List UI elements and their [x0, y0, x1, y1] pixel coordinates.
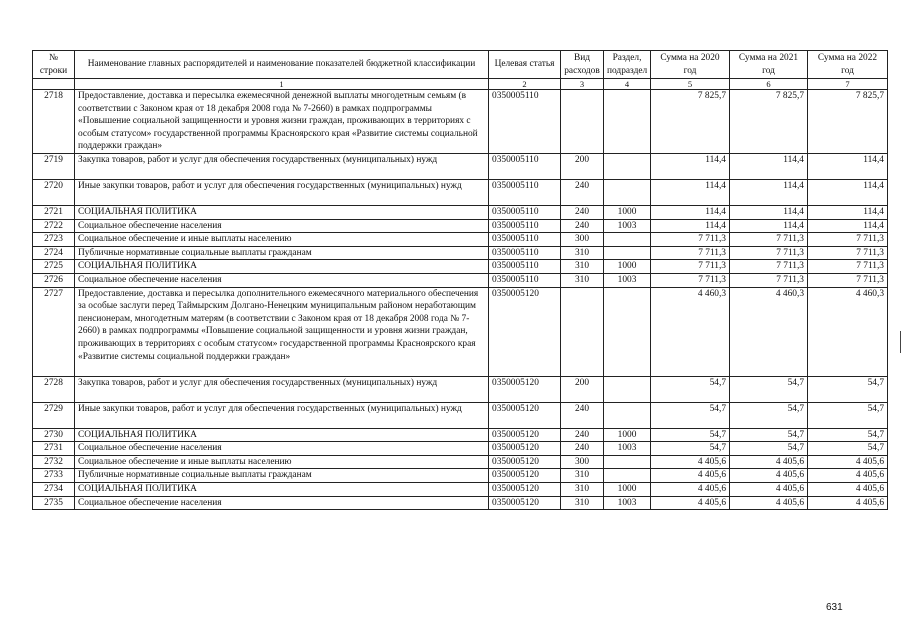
row-section: 1003 — [604, 496, 651, 510]
row-sum-2021: 4 405,6 — [730, 455, 808, 469]
table-row — [33, 482, 888, 496]
row-name: Закупка товаров, работ и услуг для обеспечения государственных (муниципальных) нужд — [75, 153, 489, 179]
table-row — [33, 442, 888, 456]
row-sum-2020: 7 711,3 — [651, 273, 730, 287]
row-expense-type — [561, 90, 604, 154]
row-sum-2021: 7 711,3 — [730, 233, 808, 247]
header-razdel: Раздел, подраздел — [604, 51, 651, 79]
row-sum-2022: 114,4 — [808, 153, 888, 179]
row-target-article: 0350005110 — [489, 246, 561, 260]
row-expense-type: 300 — [561, 455, 604, 469]
header-target: Целевая статья — [489, 51, 561, 79]
row-sum-2020: 54,7 — [651, 442, 730, 456]
row-sum-2021: 114,4 — [730, 205, 808, 219]
row-number: 2720 — [33, 179, 75, 205]
row-sum-2020: 114,4 — [651, 179, 730, 205]
row-sum-2021: 7 711,3 — [730, 260, 808, 274]
row-sum-2021: 54,7 — [730, 376, 808, 402]
row-name: СОЦИАЛЬНАЯ ПОЛИТИКА — [75, 205, 489, 219]
row-expense-type: 240 — [561, 205, 604, 219]
row-sum-2022: 114,4 — [808, 179, 888, 205]
row-sum-2021: 4 405,6 — [730, 469, 808, 483]
row-sum-2022: 4 405,6 — [808, 469, 888, 483]
row-sum-2020: 114,4 — [651, 219, 730, 233]
table-header-row — [33, 51, 888, 79]
column-number: 2 — [489, 79, 561, 90]
row-name: Публичные нормативные социальные выплаты гражданам — [75, 469, 489, 483]
column-number: 4 — [604, 79, 651, 90]
row-target-article: 0350005110 — [489, 205, 561, 219]
header-vid: Вид расходов — [561, 51, 604, 79]
row-name: Предоставление, доставка и пересылка дополнительного ежемесячного материального обеспечения за особые заслуги перед Таймырским Долгано-Ненецким муниципальным районом неработающим пенсионерам, многодетным матерям (в соответствии с Законом края от 18 декабря 2008 года № 7-2660) в рамках подпрограммы «Повышение социальной защищенности и уровня жизни граждан, проживающих в территориях с особым статусом» государственной программы Красноярского края «Развитие системы социальной поддержки граждан» — [75, 287, 489, 376]
page-number: 631 — [826, 602, 843, 613]
row-sum-2022: 114,4 — [808, 205, 888, 219]
row-number: 2719 — [33, 153, 75, 179]
row-sum-2021: 114,4 — [730, 179, 808, 205]
row-sum-2020: 7 711,3 — [651, 233, 730, 247]
header-num: № строки — [33, 51, 75, 79]
row-number: 2718 — [33, 90, 75, 154]
row-number: 2730 — [33, 428, 75, 442]
row-section — [604, 455, 651, 469]
row-sum-2022: 4 405,6 — [808, 482, 888, 496]
table-row — [33, 219, 888, 233]
row-sum-2020: 4 405,6 — [651, 469, 730, 483]
row-section — [604, 287, 651, 376]
row-sum-2020: 114,4 — [651, 153, 730, 179]
column-number: 1 — [75, 79, 489, 90]
row-section — [604, 402, 651, 428]
table-row — [33, 455, 888, 469]
row-target-article: 0350005110 — [489, 273, 561, 287]
table-row — [33, 376, 888, 402]
row-name: СОЦИАЛЬНАЯ ПОЛИТИКА — [75, 260, 489, 274]
row-expense-type: 240 — [561, 219, 604, 233]
row-sum-2022: 4 405,6 — [808, 455, 888, 469]
table-row — [33, 246, 888, 260]
row-target-article: 0350005120 — [489, 496, 561, 510]
row-expense-type — [561, 287, 604, 376]
row-number: 2721 — [33, 205, 75, 219]
row-sum-2020: 7 825,7 — [651, 90, 730, 154]
margin-mark — [900, 331, 901, 353]
row-sum-2022: 7 711,3 — [808, 260, 888, 274]
row-number: 2726 — [33, 273, 75, 287]
row-sum-2021: 114,4 — [730, 153, 808, 179]
row-sum-2020: 7 711,3 — [651, 260, 730, 274]
row-expense-type: 300 — [561, 233, 604, 247]
row-name: Социальное обеспечение и иные выплаты населению — [75, 233, 489, 247]
row-name: СОЦИАЛЬНАЯ ПОЛИТИКА — [75, 428, 489, 442]
row-section — [604, 233, 651, 247]
row-target-article: 0350005110 — [489, 219, 561, 233]
row-number: 2732 — [33, 455, 75, 469]
row-name: Иные закупки товаров, работ и услуг для обеспечения государственных (муниципальных) нужд — [75, 402, 489, 428]
column-number: 5 — [651, 79, 730, 90]
row-sum-2020: 54,7 — [651, 376, 730, 402]
row-target-article: 0350005120 — [489, 469, 561, 483]
row-expense-type: 310 — [561, 260, 604, 274]
row-section: 1000 — [604, 205, 651, 219]
row-expense-type: 240 — [561, 179, 604, 205]
row-sum-2021: 54,7 — [730, 442, 808, 456]
row-sum-2022: 7 711,3 — [808, 233, 888, 247]
row-section — [604, 376, 651, 402]
row-expense-type: 310 — [561, 273, 604, 287]
row-name: Закупка товаров, работ и услуг для обеспечения государственных (муниципальных) нужд — [75, 376, 489, 402]
row-sum-2022: 4 460,3 — [808, 287, 888, 376]
row-sum-2020: 7 711,3 — [651, 246, 730, 260]
row-expense-type: 310 — [561, 482, 604, 496]
row-target-article: 0350005110 — [489, 260, 561, 274]
row-target-article: 0350005110 — [489, 153, 561, 179]
table-row — [33, 90, 888, 154]
header-sum-2020: Сумма на 2020 год — [651, 51, 730, 79]
table-row — [33, 273, 888, 287]
row-target-article: 0350005120 — [489, 376, 561, 402]
row-sum-2022: 114,4 — [808, 219, 888, 233]
row-expense-type: 240 — [561, 402, 604, 428]
row-name: Социальное обеспечение населения — [75, 442, 489, 456]
row-number: 2728 — [33, 376, 75, 402]
row-section: 1003 — [604, 273, 651, 287]
table-body — [33, 90, 888, 510]
row-sum-2022: 7 825,7 — [808, 90, 888, 154]
row-name: Социальное обеспечение и иные выплаты населению — [75, 455, 489, 469]
row-target-article: 0350005120 — [489, 402, 561, 428]
row-section — [604, 179, 651, 205]
table-row — [33, 153, 888, 179]
row-sum-2020: 4 405,6 — [651, 482, 730, 496]
column-number: 6 — [730, 79, 808, 90]
column-number-blank — [33, 79, 75, 90]
row-number: 2725 — [33, 260, 75, 274]
table-row — [33, 260, 888, 274]
table-row — [33, 496, 888, 510]
column-number: 7 — [808, 79, 888, 90]
row-target-article: 0350005110 — [489, 233, 561, 247]
table-row — [33, 428, 888, 442]
row-sum-2022: 7 711,3 — [808, 246, 888, 260]
row-sum-2021: 7 711,3 — [730, 273, 808, 287]
row-expense-type: 310 — [561, 469, 604, 483]
row-target-article: 0350005110 — [489, 179, 561, 205]
row-section — [604, 90, 651, 154]
row-section: 1003 — [604, 219, 651, 233]
row-name: Социальное обеспечение населения — [75, 273, 489, 287]
row-sum-2021: 54,7 — [730, 402, 808, 428]
row-sum-2020: 4 405,6 — [651, 455, 730, 469]
row-target-article: 0350005120 — [489, 442, 561, 456]
row-sum-2020: 4 460,3 — [651, 287, 730, 376]
header-name: Наименование главных распорядителей и наименование показателей бюджетной классификации — [75, 51, 489, 79]
row-expense-type: 310 — [561, 496, 604, 510]
row-name: Иные закупки товаров, работ и услуг для обеспечения государственных (муниципальных) нужд — [75, 179, 489, 205]
row-name: Предоставление, доставка и пересылка ежемесячной денежной выплаты многодетным семьям (в соответствии с Законом края от 18 декабря 2008 года № 7-2660) в рамках подпрограммы «Повышение социальной защищенности и уровня жизни граждан, проживающих в территориях с особым статусом» государственной программы Красноярского края «Развитие системы социальной поддержки граждан» — [75, 90, 489, 154]
row-number: 2723 — [33, 233, 75, 247]
table-row — [33, 233, 888, 247]
row-name: Социальное обеспечение населения — [75, 496, 489, 510]
row-name: Публичные нормативные социальные выплаты гражданам — [75, 246, 489, 260]
row-expense-type: 310 — [561, 246, 604, 260]
row-section: 1000 — [604, 428, 651, 442]
row-expense-type: 240 — [561, 428, 604, 442]
row-number: 2722 — [33, 219, 75, 233]
row-section: 1000 — [604, 260, 651, 274]
row-target-article: 0350005120 — [489, 482, 561, 496]
row-expense-type: 200 — [561, 153, 604, 179]
row-sum-2021: 4 460,3 — [730, 287, 808, 376]
header-sum-2022: Сумма на 2022 год — [808, 51, 888, 79]
row-sum-2020: 54,7 — [651, 402, 730, 428]
row-section — [604, 153, 651, 179]
row-sum-2022: 54,7 — [808, 376, 888, 402]
row-number: 2727 — [33, 287, 75, 376]
table-row — [33, 205, 888, 219]
row-number: 2735 — [33, 496, 75, 510]
row-sum-2021: 4 405,6 — [730, 496, 808, 510]
row-sum-2022: 4 405,6 — [808, 496, 888, 510]
header-sum-2021: Сумма на 2021 год — [730, 51, 808, 79]
column-number-row — [33, 79, 888, 90]
row-sum-2022: 54,7 — [808, 442, 888, 456]
row-sum-2022: 7 711,3 — [808, 273, 888, 287]
row-sum-2021: 54,7 — [730, 428, 808, 442]
table-row — [33, 179, 888, 205]
row-target-article: 0350005120 — [489, 428, 561, 442]
row-number: 2733 — [33, 469, 75, 483]
row-sum-2021: 114,4 — [730, 219, 808, 233]
row-number: 2731 — [33, 442, 75, 456]
row-expense-type: 240 — [561, 442, 604, 456]
row-target-article: 0350005120 — [489, 455, 561, 469]
row-section: 1003 — [604, 442, 651, 456]
row-sum-2022: 54,7 — [808, 428, 888, 442]
table-row — [33, 469, 888, 483]
row-sum-2021: 7 825,7 — [730, 90, 808, 154]
row-section — [604, 246, 651, 260]
row-sum-2021: 4 405,6 — [730, 482, 808, 496]
row-target-article: 0350005120 — [489, 287, 561, 376]
row-sum-2021: 7 711,3 — [730, 246, 808, 260]
row-name: СОЦИАЛЬНАЯ ПОЛИТИКА — [75, 482, 489, 496]
row-number: 2734 — [33, 482, 75, 496]
row-sum-2022: 54,7 — [808, 402, 888, 428]
row-expense-type: 200 — [561, 376, 604, 402]
row-sum-2020: 4 405,6 — [651, 496, 730, 510]
row-name: Социальное обеспечение населения — [75, 219, 489, 233]
row-sum-2020: 114,4 — [651, 205, 730, 219]
budget-table — [32, 50, 888, 510]
row-target-article: 0350005110 — [489, 90, 561, 154]
row-number: 2724 — [33, 246, 75, 260]
row-section — [604, 469, 651, 483]
table-row — [33, 287, 888, 376]
table-row — [33, 402, 888, 428]
row-number: 2729 — [33, 402, 75, 428]
column-number: 3 — [561, 79, 604, 90]
row-section: 1000 — [604, 482, 651, 496]
row-sum-2020: 54,7 — [651, 428, 730, 442]
